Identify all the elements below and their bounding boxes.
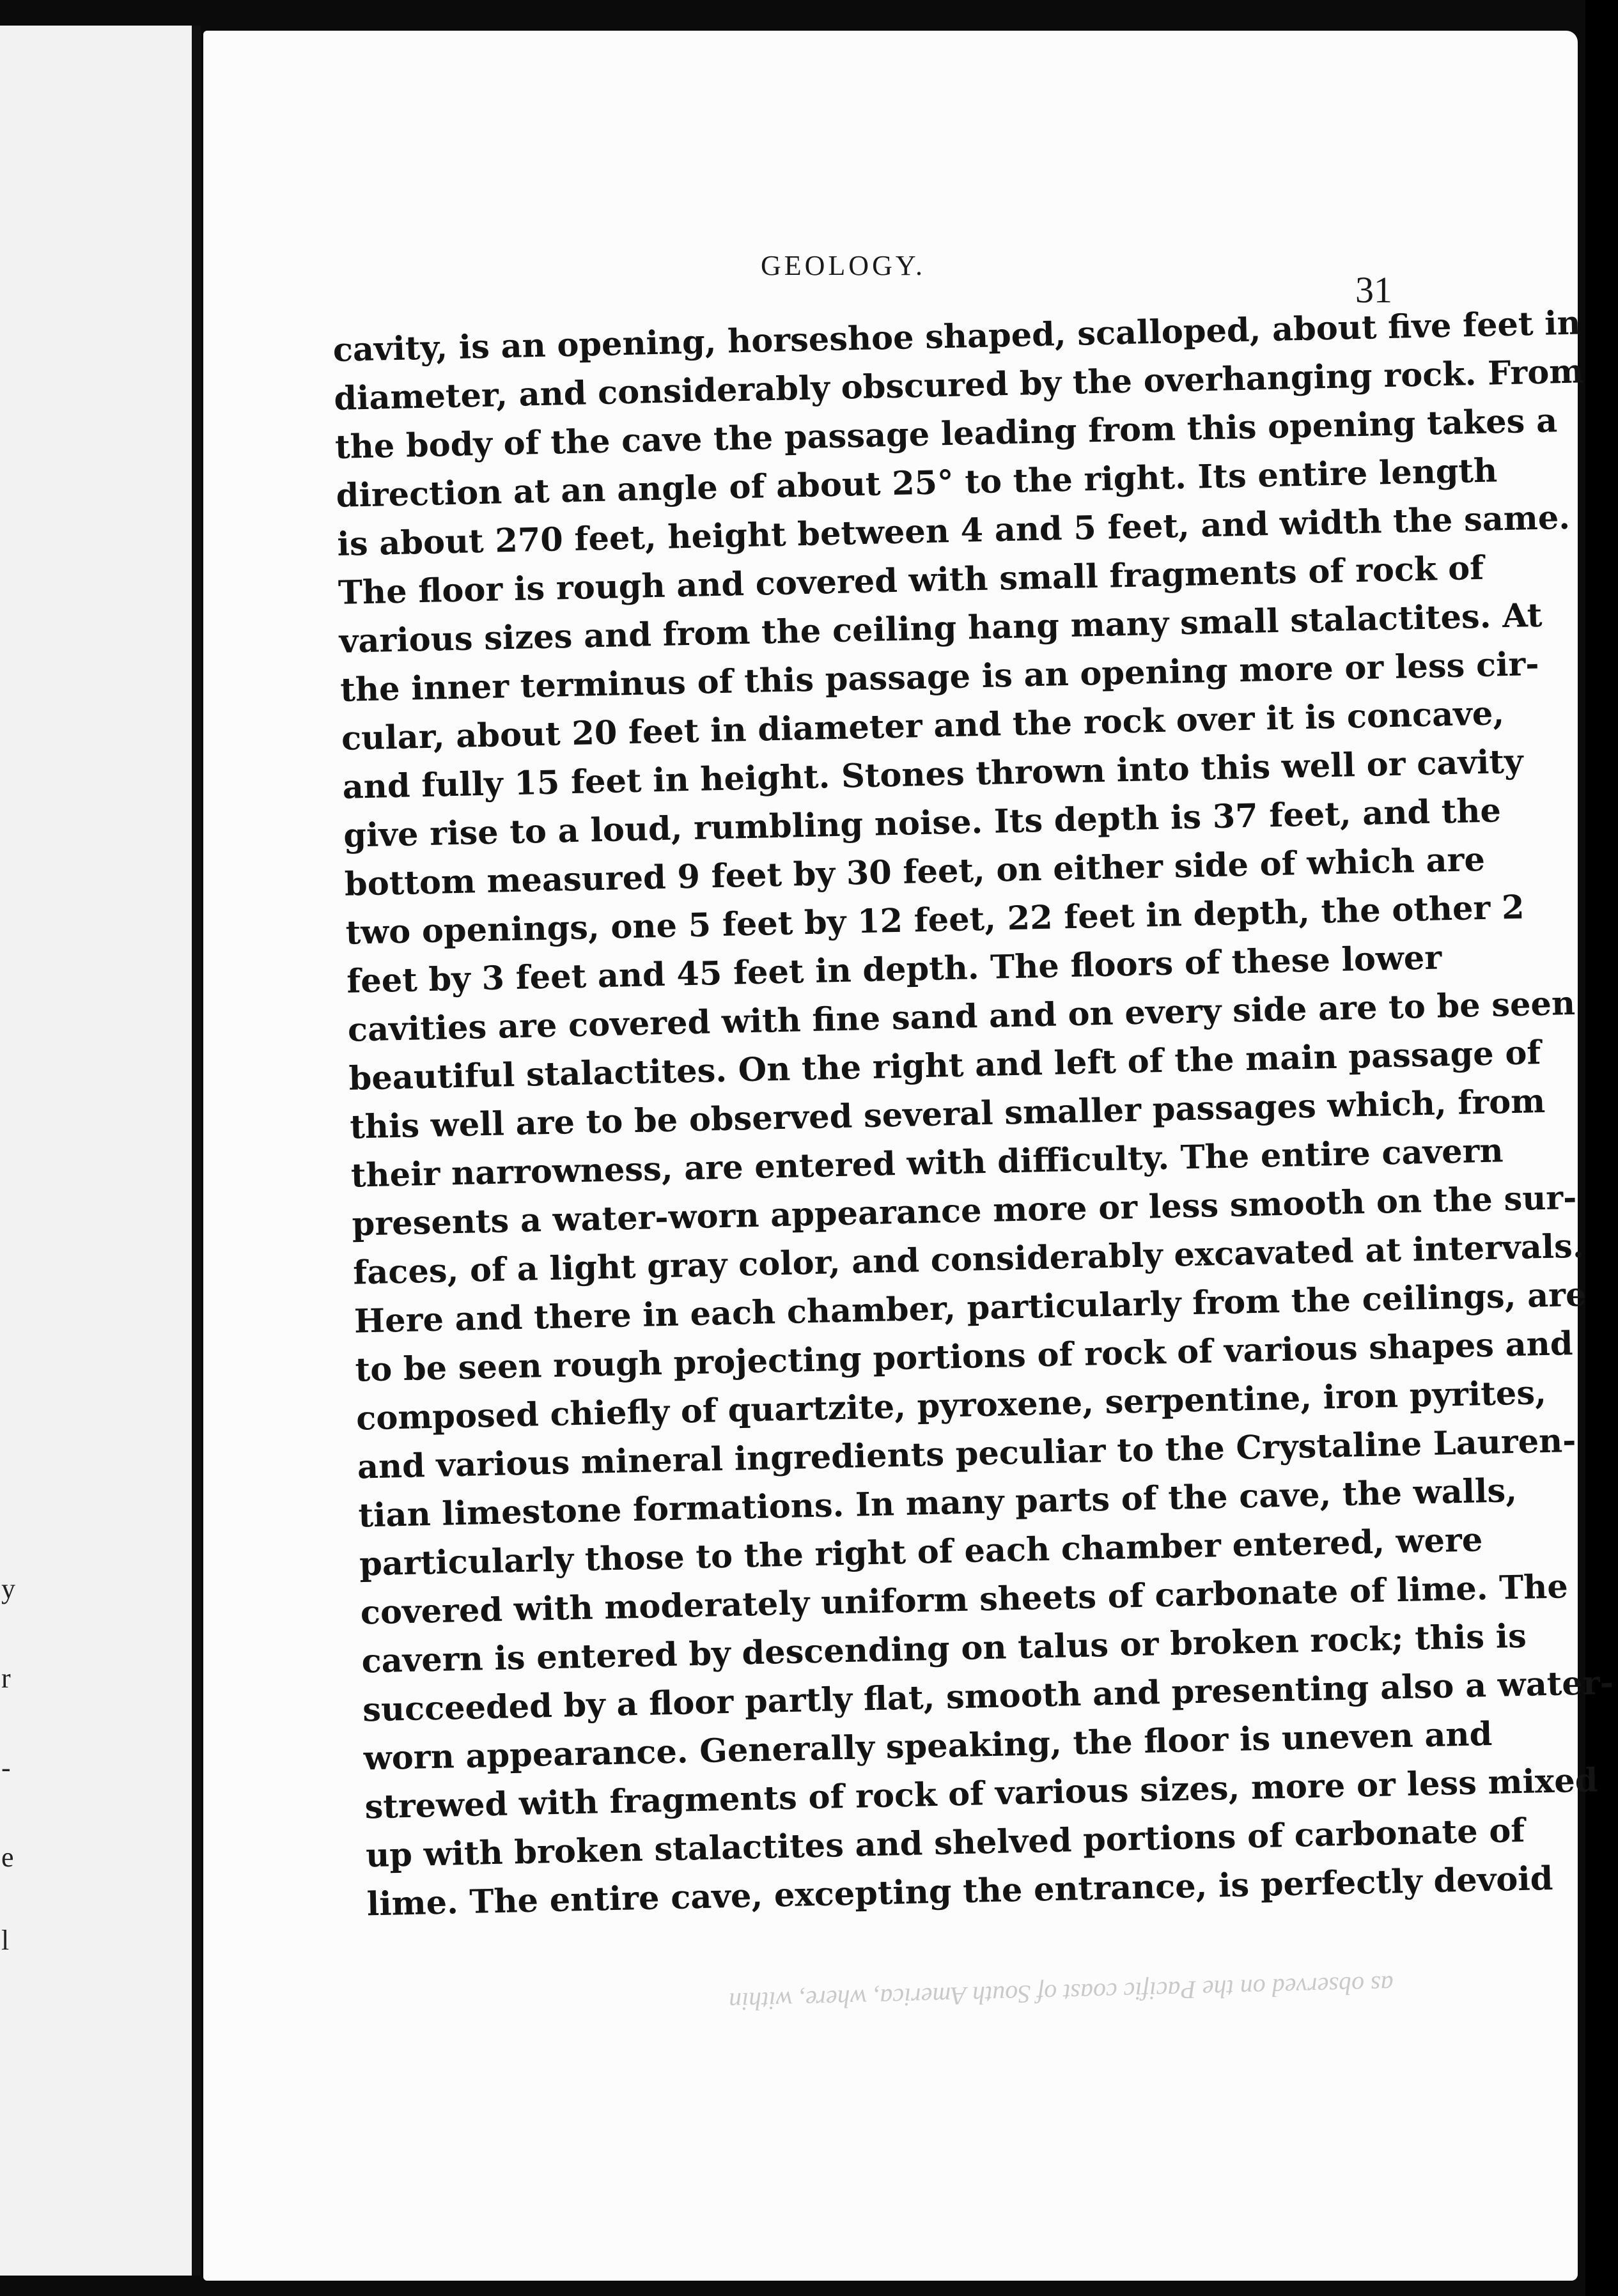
text-line: covered with moderately uniform sheets of carbonate of lime. The — [360, 1567, 1569, 1633]
text-line: two openings, one 5 feet by 12 feet, 22 feet in depth, the other 2 — [345, 888, 1525, 952]
running-head: GEOLOGY. — [761, 250, 926, 281]
text-line: various sizes and from the ceiling hang many small stalactites. At — [339, 596, 1543, 661]
text-line: the body of the cave the passage leading from this opening takes a — [334, 401, 1558, 467]
text-line: strewed with fragments of rock of various sizes, more or less mixed — [364, 1761, 1599, 1827]
book-gutter — [192, 26, 201, 2276]
text-line: cavity, is an opening, horseshoe shaped, scalloped, about five feet in — [332, 304, 1582, 369]
text-line: cavities are covered with fine sand and on every side are to be seen — [347, 984, 1576, 1050]
text-line: lime. The entire cave, excepting the entrance, is perfectly devoid — [366, 1859, 1553, 1924]
text-line: direction at an angle of about 25° to the right. Its entire length — [336, 451, 1498, 515]
body-text — [332, 303, 1614, 1929]
text-line: feet by 3 feet and 45 feet in depth. The floors of these lower — [346, 938, 1442, 1001]
text-line: up with broken stalactites and shelved portions of carbonate of — [365, 1811, 1525, 1875]
text-line: presents a water-worn appearance more or less smooth on the sur- — [352, 1178, 1577, 1244]
text-line: particularly those to the right of each chamber entered, were — [359, 1521, 1483, 1584]
text-line: succeeded by a floor partly flat, smooth and presenting also a water- — [362, 1663, 1614, 1730]
text-line: and various mineral ingredients peculiar to the Crystaline Lauren- — [357, 1421, 1576, 1487]
text-line: cavern is entered by descending on talus or broken rock; this is — [361, 1617, 1527, 1681]
text-line: bottom measured 9 feet by 30 feet, on either side of which are — [344, 840, 1486, 904]
text-line: give rise to a loud, rumbling noise. Its depth is 37 feet, and the — [343, 791, 1502, 855]
fragment-char: r — [1, 1663, 11, 1694]
text-line: and fully 15 feet in height. Stones thrown into this well or cavity — [342, 742, 1524, 807]
text-line: their narrowness, are entered with difficulty. The entire cavern — [350, 1131, 1504, 1195]
fragment-char: e — [1, 1842, 14, 1873]
fragment-char: l — [1, 1925, 10, 1956]
text-line: tian limestone formations. In many parts of the cave, the walls, — [357, 1471, 1518, 1535]
fragment-char: y — [1, 1573, 15, 1604]
text-line: this well are to be observed several smaller passages which, from — [349, 1082, 1546, 1147]
text-line: Here and there in each chamber, particularly from the ceilings, are — [354, 1275, 1587, 1341]
text-line: to be seen rough projecting portions of rock of various shapes and — [354, 1324, 1574, 1390]
page-number: 31 — [1355, 269, 1392, 311]
previous-page-fragment — [0, 26, 26, 2276]
text-line: diameter, and considerably obscured by the overhanging rock. From — [333, 352, 1584, 418]
text-line: is about 270 feet, height between 4 and 5 feet, and width the same. — [336, 498, 1571, 564]
bleed-through-text: as observed on the Pacific coast of South America, where, within — [728, 1970, 1394, 2017]
text-line: cular, about 20 feet in diameter and the rock over it is concave, — [341, 694, 1505, 758]
previous-page-edge — [0, 26, 201, 2276]
text-line: worn appearance. Generally speaking, the floor is uneven and — [363, 1714, 1493, 1778]
text-line: composed chiefly of quartzite, pyroxene, serpentine, iron pyrites, — [355, 1373, 1547, 1438]
text-line: the inner terminus of this passage is an opening more or less cir- — [339, 644, 1540, 710]
fragment-char: - — [1, 1752, 11, 1783]
text-line: faces, of a light gray color, and considerably excavated at intervals. — [352, 1227, 1585, 1292]
text-line: beautiful stalactites. On the right and left of the main passage of — [348, 1034, 1541, 1098]
text-line: The floor is rough and covered with small fragments of rock of — [338, 548, 1484, 612]
